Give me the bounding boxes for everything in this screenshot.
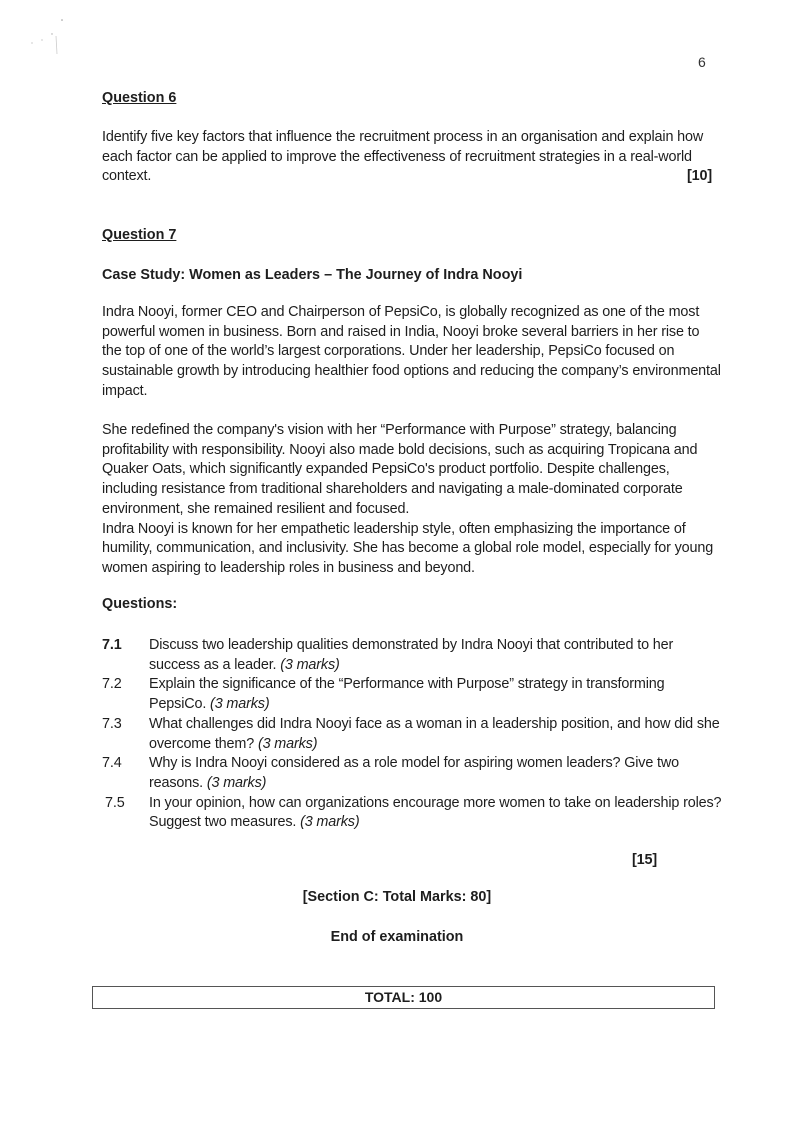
grand-total-box [92,986,715,1009]
question-6-text: Identify five key factors that influence the recruitment process in an organisation and explain how each factor can be applied to improve the effectiveness of recruitment strategies in a real-world context. [102,129,704,185]
sub-question-marks: (3 marks) [280,656,340,673]
sub-question-text: In your opinion, how can organizations encourage more women to take on leadership roles? Suggest two measures. [149,794,722,831]
sub-question-7-4 [102,754,722,793]
sub-question-text: What challenges did Indra Nooyi face as a woman in a leadership position, and how did she overcome them? [149,715,720,752]
question-6-body [102,128,712,187]
end-of-examination-text: End of examination [330,929,464,945]
question-7-heading: Question 7 [102,227,177,243]
sub-question-7-1 [102,636,722,675]
section-total-text: [Section C: Total Marks: 80] [302,889,492,905]
sub-question-marks: (3 marks) [206,774,267,791]
case-study-paragraph-2a: She redefined the company's vision with her “Performance with Purpose” strategy, balancing profitability with responsibility. Nooyi also made bold decisions, such as acquiring Tropicana and Quaker Oats, which significantly expanded PepsiCo's product portfolio. Despite challenges, including resistance from traditional shareholders and navigating a male-dominated corporate environment, she remained resilient and focused. [102,422,698,517]
sub-question-number: 7.2 [102,676,122,693]
sub-question-marks: (3 marks) [257,735,318,752]
sub-question-text: Explain the significance of the “Performance with Purpose” strategy in transforming PepsiCo. [149,676,665,713]
sub-question-number: 7.3 [102,715,122,732]
sub-question-7-2 [102,675,722,714]
sub-question-7-3 [102,715,722,754]
case-study-paragraph-2b: Indra Nooyi is known for her empathetic leadership style, often emphasizing the importance of humility, communication, and inclusivity. She has become a global role model, especially for young women aspiring to leadership roles in business and beyond. [102,520,714,576]
case-study-title: Case Study: Women as Leaders – The Journey of Indra Nooyi [102,267,523,283]
case-study-paragraph-1: Indra Nooyi, former CEO and Chairperson of PepsiCo, is globally recognized as one of the most powerful women in business. Born and raised in India, Nooyi broke several barriers in her rise to the top of one of the world’s largest corporations. Under her leadership, PepsiCo focused on sustainable growth by introducing healthier food options and reducing the company’s environmental impact. [102,304,721,399]
question-6-marks: [10] [687,168,712,185]
sub-question-number: 7.5 [105,794,125,811]
sub-question-7-5 [102,794,722,833]
sub-question-text: Why is Indra Nooyi considered as a role model for aspiring women leaders? Give two reasons. [149,755,679,791]
grand-total-text: TOTAL: 100 [364,989,443,1005]
page-number: 6 [698,54,706,70]
case-study-paragraph-2 [102,421,722,579]
sub-question-text: Discuss two leadership qualities demonstrated by Indra Nooyi that contributed to her success as a leader. [149,637,674,673]
question-7-marks: [15] [632,852,657,868]
questions-label: Questions: [102,596,178,612]
sub-question-list [102,636,722,833]
sub-question-marks: (3 marks) [210,696,270,713]
sub-question-marks: (3 marks) [300,814,360,831]
sub-question-number: 7.4 [102,755,122,772]
section-total [0,889,794,905]
sub-question-number: 7.1 [102,637,122,653]
end-of-examination [0,929,794,945]
scan-artifact-marks [30,18,70,58]
question-6-heading: Question 6 [102,90,177,106]
